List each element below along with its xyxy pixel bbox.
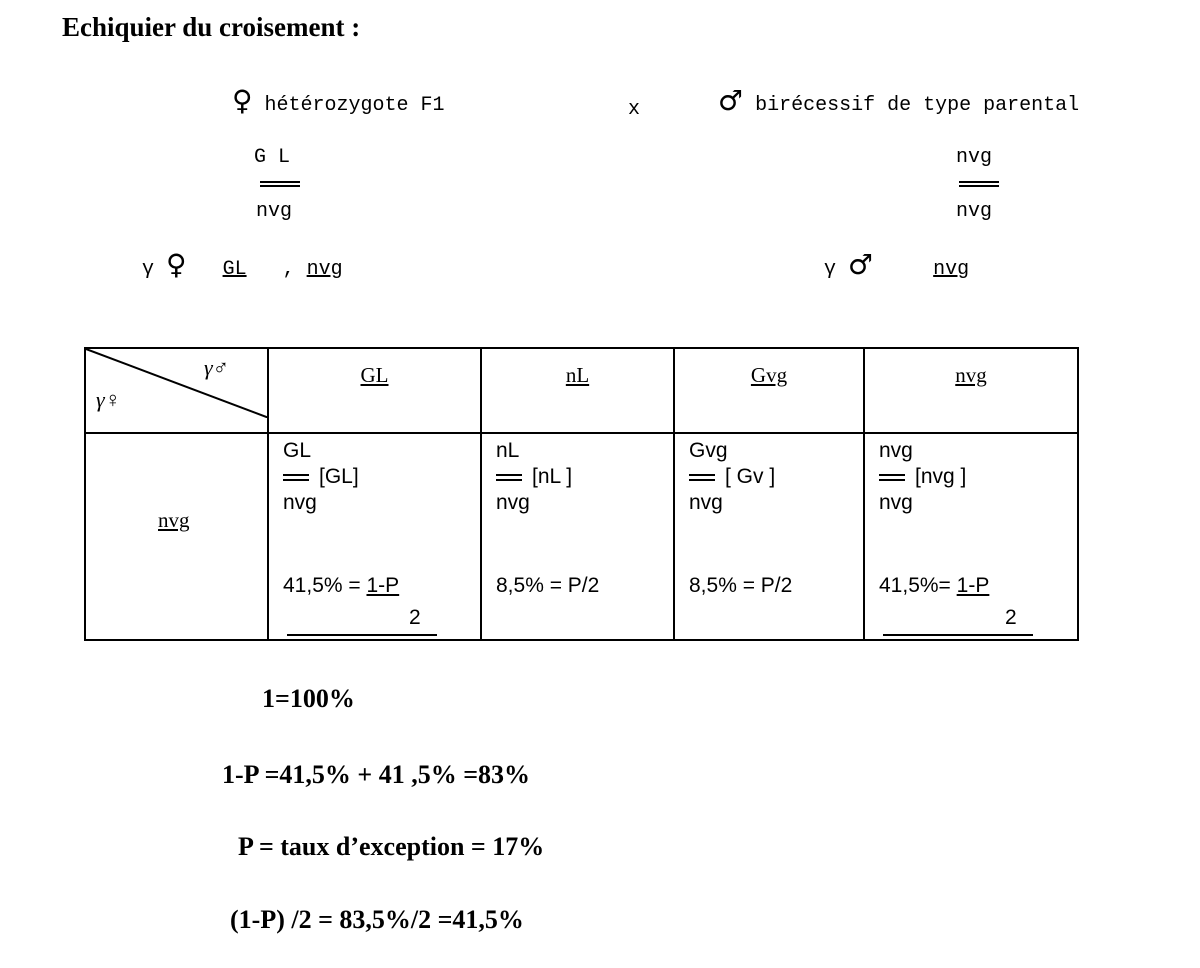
corner-cell [85,348,268,433]
male-genotype-bottom: nvg [956,200,993,223]
female-genotype-bar [260,181,300,187]
female-gamete-2: nvg [306,258,343,281]
male-gametes [824,248,969,281]
table-row [85,433,1078,640]
male-genotype-bar [959,181,999,187]
cell-numerator: 1-P [956,574,990,597]
cell-bottom: nvg [879,491,913,514]
header-row [85,348,1078,433]
gamma-symbol: γ [142,258,155,281]
row-label: nvg [158,508,190,532]
cell-top: Gvg [689,439,728,462]
corner-male-label: γ♂ [204,355,230,380]
header-gamete-gl: GL [268,348,481,433]
cell-top: nvg [879,439,913,462]
calc-line-2: 1-P =41,5% + 41 ,5% =83% [222,760,531,789]
page-title: Echiquier du croisement : [62,12,361,42]
calc-line-1: 1=100% [262,684,355,713]
punnett-table [84,347,1079,641]
male-genotype-top: nvg [956,146,993,169]
male-parent [718,84,1079,117]
offspring-cell-nl [481,433,674,640]
cell-numerator: 1-P [366,574,400,597]
cell-phenotype: [GL] [319,465,359,488]
female-genotype-top: G L [254,146,291,169]
female-genotype-bottom: nvg [256,200,293,223]
offspring-cell-nvg [864,433,1078,640]
cell-bottom: nvg [689,491,723,514]
fraction-bar [883,634,1033,636]
cell-top: GL [283,439,312,462]
female-symbol-icon: ♀ [232,84,253,117]
cell-denominator: 2 [409,606,421,629]
female-gamete-1: GL [222,258,247,281]
cell-percent: 8,5% = P/2 [496,574,600,597]
offspring-cell-gvg [674,433,864,640]
cell-percent: 41,5% = 1-P [283,574,400,597]
cell-top: nL [496,439,520,462]
cell-percent: 41,5%= 1-P [879,574,990,597]
cell-bottom: nvg [496,491,530,514]
header-gamete-nl: nL [481,348,674,433]
female-parent-label: hétérozygote F1 [264,94,445,117]
header-gamete-nvg: nvg [864,348,1078,433]
cell-percent: 8,5% = P/2 [689,574,793,597]
male-symbol-icon: ♂ [718,84,744,117]
calc-line-4: (1-P) /2 = 83,5%/2 =41,5% [230,905,524,934]
female-parent [232,84,445,117]
male-parent-label: birécessif de type parental [755,94,1080,117]
male-symbol-icon: ♂ [848,248,874,281]
female-gametes [142,248,343,281]
cell-denominator: 2 [1005,606,1017,629]
gamma-symbol: γ [824,258,837,281]
calc-line-3: P = taux d’exception = 17% [238,832,545,861]
cell-phenotype: [nvg ] [915,465,967,488]
male-gamete: nvg [933,258,970,281]
female-symbol-icon: ♀ [166,248,187,281]
header-gamete-gvg: Gvg [674,348,864,433]
cell-bottom: nvg [283,491,317,514]
offspring-cell-gl [268,433,481,640]
corner-female-label: γ♀ [96,387,122,412]
cross-times: x [628,98,641,121]
gamete-separator: , [282,258,295,281]
row-label-cell [85,433,268,640]
cell-phenotype: [ Gv ] [725,465,776,488]
cell-phenotype: [nL ] [532,465,573,488]
fraction-bar [287,634,437,636]
